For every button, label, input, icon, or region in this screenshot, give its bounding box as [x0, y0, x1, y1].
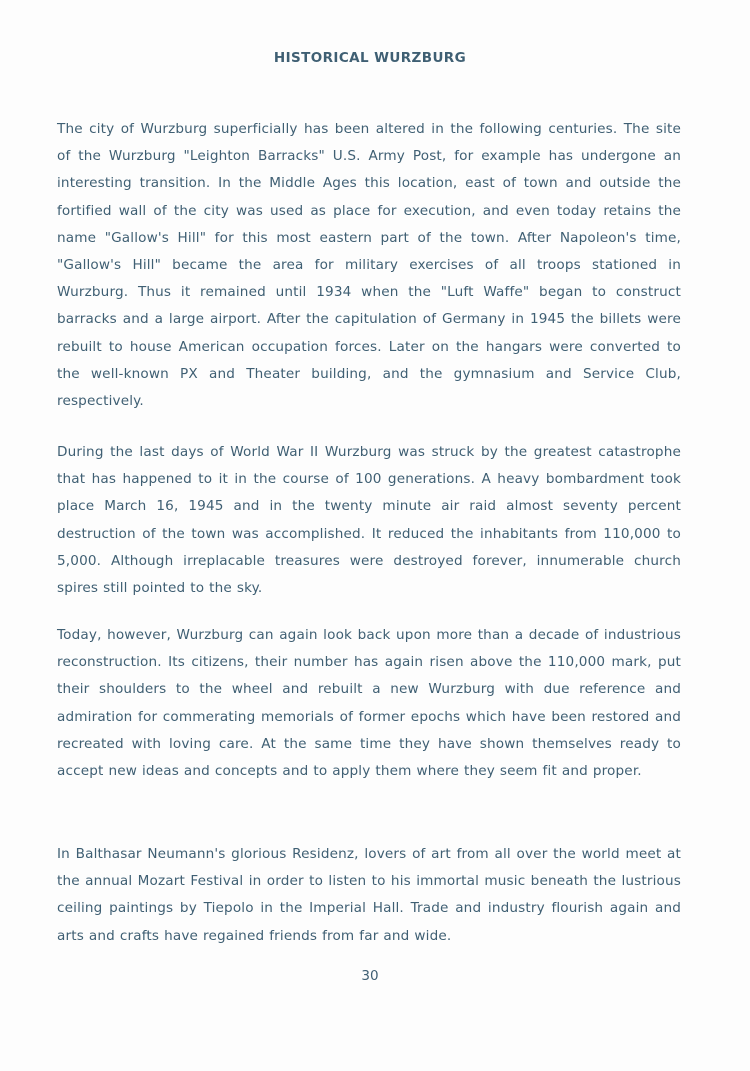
paragraph-gallows-hill: The city of Wurzburg superficially has been altered in the following centuries. The site of the Wurzburg "Leighton Barracks" U.S. Army Post, for example has undergone an interesting transition. In the Middle Ages this location, east of town and outside the fortified wall of the city was used as place for execution, and even today retains the name "Gallow's Hill" for this most eastern part of the town. After Napoleon's time, "Gallow's Hill" became the area for military exercises of all troops stationed in Wurzburg. Thus it remained until 1934 when the "Luft Waffe" began to construct barracks and a large airport. After the capitulation of Germany in 1945 the billets were rebuilt to house American occupation forces. Later on the hangars were converted to the well-known PX and Theater building, and the gymnasium and Service Club, respectively.: [57, 121, 681, 410]
page-title: HISTORICAL WURZBURG: [273, 50, 467, 66]
paragraph-reconstruction: Today, however, Wurzburg can again look back upon more than a decade of industrious reconstruction. Its citizens, their number has again risen above the 110,000 mark, put their shoulders to the wheel and rebuilt a new Wurzburg with due reference and admiration for commerating memorials of former epochs which have been restored and recreated with loving care. At the same time they have shown themselves ready to accept new ideas and concepts and to apply them where they seem fit and proper.: [57, 627, 681, 780]
paragraph-residenz: In Balthasar Neumann's glorious Residenz, lovers of art from all over the world meet at the annual Mozart Festival in order to listen to his immortal music beneath the lustrious ceiling paintings by Tiepolo in the Imperial Hall. Trade and industry flourish again and arts and crafts have regained friends from far and wide.: [57, 846, 681, 944]
paragraph-bombardment: During the last days of World War II Wurzburg was struck by the greatest catastrophe that has happened to it in the course of 100 generations. A heavy bombardment took place March 16, 1945 and in the twenty minute air raid almost seventy percent destruction of the town was accomplished. It reduced the inhabitants from 110,000 to 5,000. Although irreplacable treasures were destroyed forever, innumerable church spires still pointed to the sky.: [57, 444, 681, 597]
page-number: 30: [361, 968, 379, 984]
